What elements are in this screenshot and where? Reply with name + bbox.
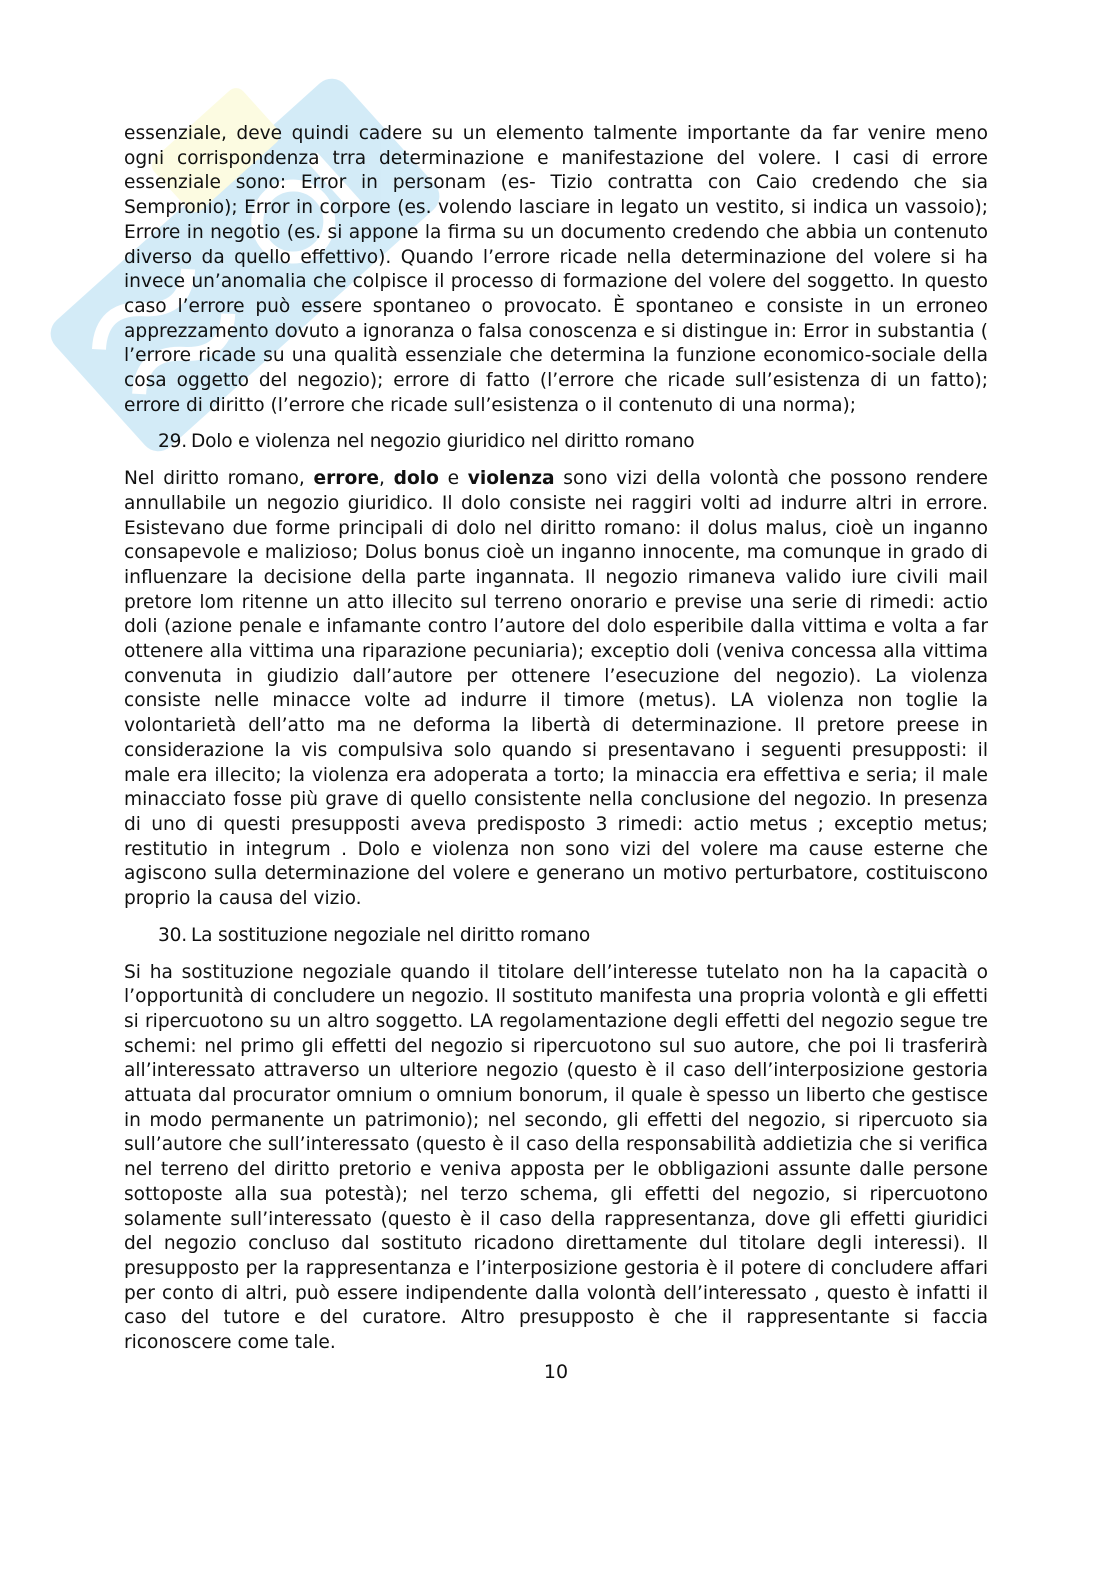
paragraph-errore: essenziale, deve quindi cadere su un elemento talmente importante da far venire meno ogni corrispondenza trra determinazione e manifestazione del volere. I casi di errore essenziale sono: Error in personam (es- Tizio contratta con Caio credendo che sia Sempronio); Error in corpore (es. volendo lasciare in legato un vestito, si indica un vassoio); Errore in negotio (es. si appone la firma su un documento credendo che abbia un contenuto diverso da quello effettivo). Quando l’errore ricade nella determinazione del volere si ha invece un’anomalia che colpisce il processo di formazione del volere del soggetto. In questo caso l’errore può essere spontaneo o provocato. È spontaneo e consiste in un erroneo apprezzamento dovuto a ignoranza o falsa conoscenza e si distingue in: Error in substantia ( l’errore ricade su una qualità essenziale che determina la funzione economico-sociale della cosa oggetto del negozio); errore di fatto (l’errore che ricade sull’esistenza di un fatto); errore di diritto (l’errore che ricade sull’esistenza o il contenuto di una norma); <box>124 123 988 416</box>
section-number: 30. <box>158 924 187 946</box>
page-number: 10 <box>543 1360 569 1383</box>
text-run: sono vizi della volontà che possono rendere annullabile un negozio giuridico. Il dolo consiste nei raggiri volti ad indurre altri in errore. Esistevano due forme principali di dolo nel diritto romano: il dolus malus, cioè un inganno consapevole e malizioso; Dolus bonus cioè un inganno innocente, ma comunque in grado di influenzare la decisione della parte ingannata. Il negozio rimaneva valido iure civili mail pretore lom ritenne un atto illecito sul terreno onorario e previse una serie di rimedi: actio doli (azione penale e infamante contro l’autore del dolo esperibile dalla vittima e volta a far ottenere alla vittima una riparazione pecuniaria); exceptio doli (veniva concessa alla vittima convenuta in giudizio dall’autore per ottenere l’esecuzione del negozio). La violenza consiste nelle minacce volte ad indurre il timore (metus). LA violenza non toglie la volontarietà dell’atto ma ne deforma la libertà di determinazione. Il pretore preese in considerazione la vis compulsiva solo quando si presentavano i seguenti presupposti: il male era illecito; la violenza era adoperata a torto; la minaccia era effettiva e seria; il male minacciato fosse più grave di quello consistente nella conclusione del negozio. In presenza di uno di questi presupposti aveva predisposto 3 rimedi: actio metus ; exceptio metus; restitutio in integrum . Dolo e violenza non sono vizi del volere ma cause esterne che agiscono sulla determinazione del volere e generano un motivo perturbatore, costituiscono proprio la causa del vizio. <box>124 468 988 910</box>
section-heading-30 <box>124 924 988 949</box>
section-title: Dolo e violenza nel negozio giuridico nel diritto romano <box>190 431 695 453</box>
section-number: 29. <box>158 431 187 453</box>
paragraph-sostituzione: Si ha sostituzione negoziale quando il titolare dell’interesse tutelato non ha la capacità o l’opportunità di concludere un negozio. Il sostituto manifesta una propria volontà e gli effetti si ripercuotono su un altro soggetto. LA regolamentazione degli effetti del negozio segue tre schemi: nel primo gli effetti del negozio si ripercuotono sul suo autore, che poi li trasferirà all’interessato attraverso un ulteriore negozio (questo è il caso dell’interposizione gestoria attuata dal procurator omnium o omnium bonorum, il quale è spesso un liberto che gestisce in modo permanente un patrimonio); nel secondo, gli effetti del negozio, si ripercuoto sia sull’autore che sull’interessato (questo è il caso della responsabilità addietizia che si verifica nel terreno del diritto pretorio e veniva apposta per le obbligazioni assunte dalle persone sottoposte alla sua potestà); nel terzo schema, gli effetti del negozio, si ripercuotono solamente sull’interessato (questo è il caso della rappresentanza, dove gli effetti giuridici del negozio concluso dal sostituto ricadono direttamente dul titolare degli interessi). Il presupposto per la rappresentanza e l’interposizione gestoria è il potere di concludere affari per conto di altri, può essere indipendente dalla volontà dell’interessato , questo è infatti il caso del tutore e del curatore. Altro presupposto è che il rappresentante si faccia riconoscere come tale. <box>124 961 988 1354</box>
section-title: La sostituzione negoziale nel diritto romano <box>190 924 591 946</box>
paragraph-dolo-violenza <box>124 467 988 912</box>
document-page <box>124 122 988 1384</box>
bold-term-dolo: dolo <box>393 468 439 490</box>
section-heading-29 <box>124 430 988 455</box>
text-run: , <box>379 468 394 490</box>
bold-term-violenza: violenza <box>467 468 555 490</box>
bold-term-errore: errore <box>313 468 380 490</box>
text-run: e <box>438 468 468 490</box>
text-run: Nel diritto romano, <box>124 468 314 490</box>
